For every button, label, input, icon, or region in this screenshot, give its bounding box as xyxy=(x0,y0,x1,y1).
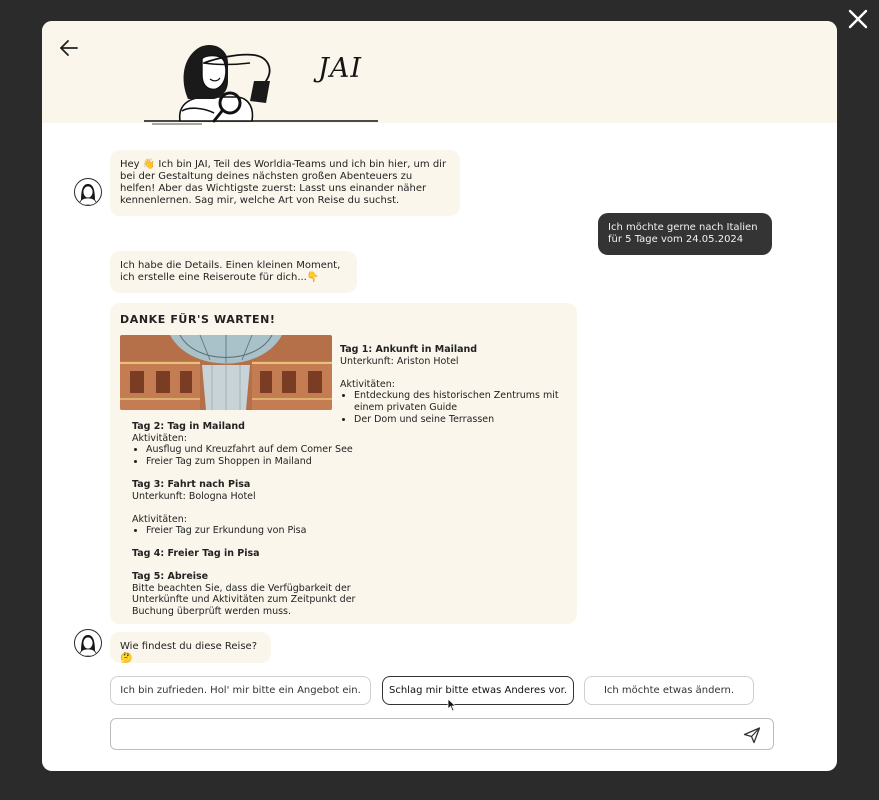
activity-item: • Freier Tag zum Shoppen in Mailand xyxy=(146,456,372,468)
day-2 xyxy=(132,421,372,467)
day-5 xyxy=(132,571,357,617)
mouse-cursor-icon xyxy=(447,698,457,712)
day-heading: Tag 2: Tag in Mailand xyxy=(132,421,245,432)
message-text: Ich habe die Details. Einen kleinen Moment, ich erstelle eine Reiseroute für dich...👇 xyxy=(120,260,341,283)
assistant-avatar-icon xyxy=(75,179,101,205)
assistant-name: JAI xyxy=(318,53,362,84)
day-heading: Tag 1: Ankunft in Mailand xyxy=(340,344,478,355)
assistant-avatar xyxy=(74,178,102,206)
chat-header xyxy=(42,21,837,123)
itinerary-card xyxy=(110,303,577,624)
day-accommodation: Unterkunft: Bologna Hotel xyxy=(132,490,256,502)
day-heading: Tag 5: Abreise xyxy=(132,571,209,582)
user-message xyxy=(598,213,772,255)
message-text: Wie findest du diese Reise? 🤔 xyxy=(120,641,258,664)
message-input[interactable] xyxy=(121,725,735,745)
day-note: Bitte beachten Sie, dass die Verfügbarkeit der Unterkünfte und Aktivitäten zum Zeitpunkt der Buchung überprüft werden muss. xyxy=(132,582,356,617)
send-icon[interactable] xyxy=(743,726,761,744)
suggestion-accept-quote[interactable] xyxy=(110,676,371,705)
suggestion-label: Ich bin zufrieden. Hol' mir bitte ein Angebot ein. xyxy=(120,685,361,696)
suggestion-something-else[interactable] xyxy=(382,676,574,705)
day-heading: Tag 4: Freier Tag in Pisa xyxy=(132,548,260,559)
activities-label: Aktivitäten: xyxy=(132,513,187,525)
assistant-message xyxy=(110,251,357,293)
suggestion-label: Schlag mir bitte etwas Anderes vor. xyxy=(388,685,567,696)
chat-modal xyxy=(42,21,837,771)
day-4 xyxy=(132,548,372,560)
message-text: Ich möchte gerne nach Italien für 5 Tage vom 24.05.2024 xyxy=(608,222,758,245)
day-1 xyxy=(340,344,565,425)
activity-item: • Freier Tag zur Erkundung von Pisa xyxy=(146,525,372,537)
assistant-message xyxy=(110,150,460,216)
activities-label: Aktivitäten: xyxy=(132,432,187,444)
assistant-message xyxy=(110,632,271,663)
message-text: Hey 👋 Ich bin JAI, Teil des Worldia-Teams und ich bin hier, um dir bei der Gestaltung deines nächsten großen Abenteuers zu helfen! Aber das Wichtigste zuerst: Lasst uns einander näher kennenlernen. Sag mir, welche Art von Reise du suchst. xyxy=(120,159,447,206)
activity-item: • Ausflug und Kreuzfahrt auf dem Comer See xyxy=(146,444,372,456)
assistant-avatar xyxy=(74,629,102,657)
assistant-avatar-icon xyxy=(75,630,101,656)
suggestion-label: Ich möchte etwas ändern. xyxy=(603,685,735,696)
itinerary-title: DANKE FÜR'S WARTEN! xyxy=(120,313,276,326)
message-input-box xyxy=(110,718,774,750)
activities-label: Aktivitäten: xyxy=(340,378,395,390)
close-icon[interactable] xyxy=(847,8,869,30)
day-accommodation: Unterkunft: Ariston Hotel xyxy=(340,355,459,367)
day-heading: Tag 3: Fahrt nach Pisa xyxy=(132,479,251,490)
suggestion-change[interactable] xyxy=(584,676,754,705)
activity-item: • Entdeckung des historischen Zentrums mit einem privaten Guide xyxy=(354,390,565,413)
activity-item: • Der Dom und seine Terrassen xyxy=(354,414,565,426)
back-arrow-icon[interactable] xyxy=(58,37,80,59)
milan-galleria-photo xyxy=(120,335,332,410)
day-3 xyxy=(132,479,372,537)
